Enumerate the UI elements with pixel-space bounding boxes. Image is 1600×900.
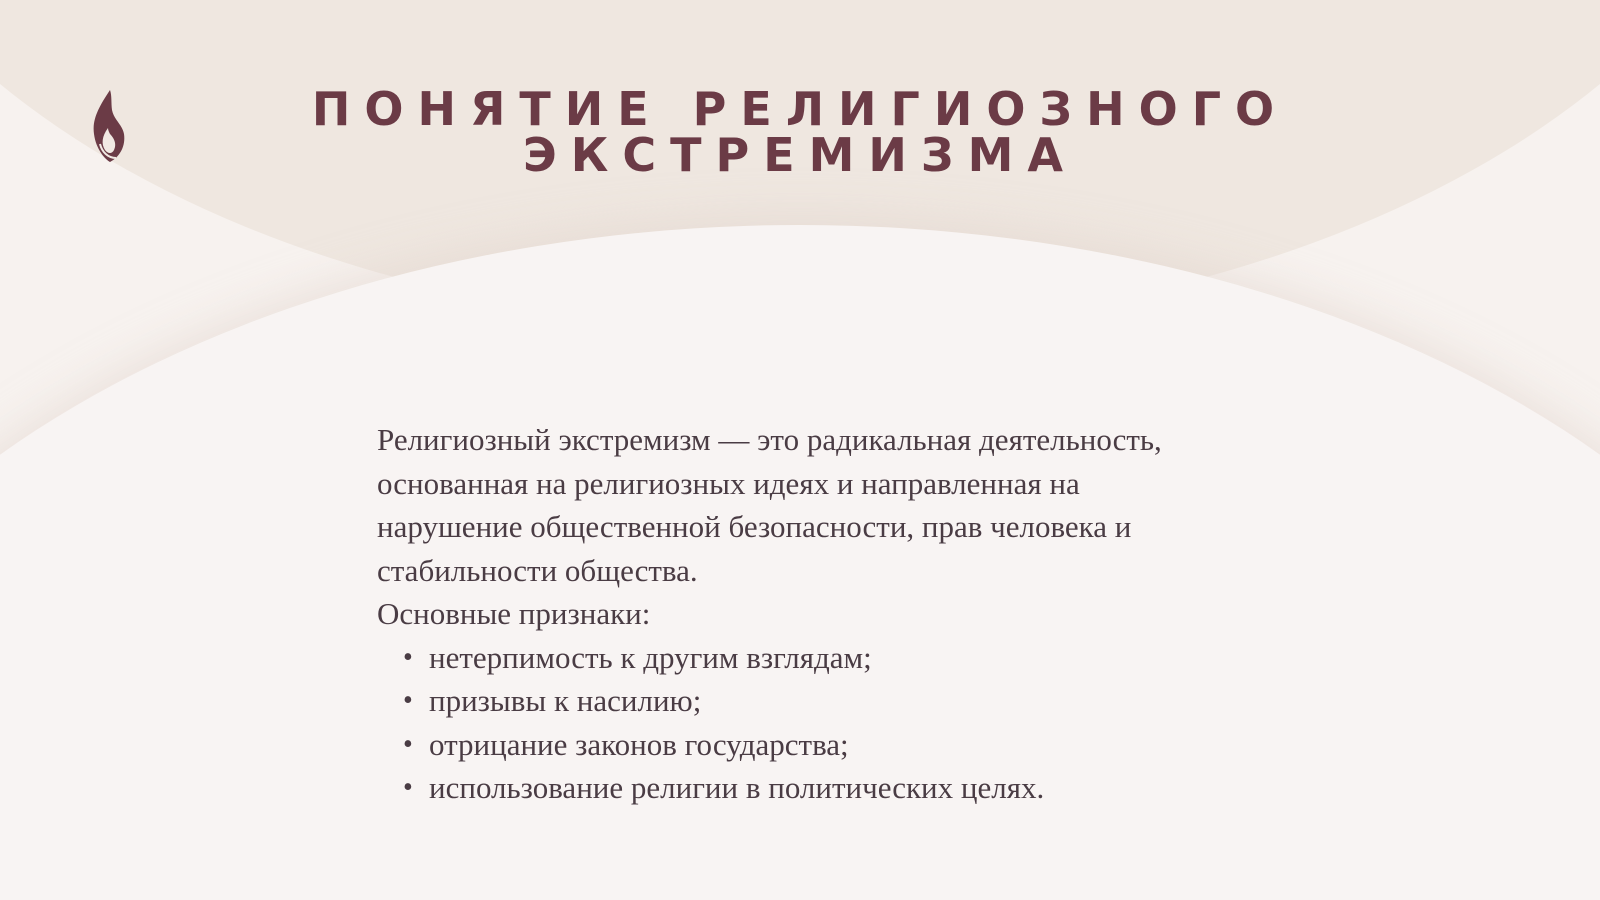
list-item-text: призывы к насилию; xyxy=(429,683,702,718)
bullet-icon: • xyxy=(403,728,413,760)
list-item-text: использование религии в политических целях. xyxy=(429,770,1045,805)
definition-line-4: стабильности общества. xyxy=(377,552,698,588)
definition-line-3: нарушение общественной безопасности, прав человека и xyxy=(377,509,1132,544)
definition-line-1: Религиозный экстремизм — это радикальная деятельность, xyxy=(377,422,1162,457)
bullet-icon: • xyxy=(403,772,413,803)
flame-icon xyxy=(88,88,128,164)
features-list xyxy=(377,636,1257,810)
slide-title-line-1: ПОНЯТИЕ РЕЛИГИОЗНОГО xyxy=(311,82,1289,136)
bullet-icon: • xyxy=(403,685,413,716)
slide-title xyxy=(250,82,1350,182)
list-item-text: нетерпимость к другим взглядам; xyxy=(429,639,872,675)
slide-title-line-2: ЭКСТРЕМИЗМА xyxy=(523,128,1077,182)
list-item xyxy=(377,636,1257,680)
bullet-icon: • xyxy=(403,641,413,673)
list-item-text: отрицание законов государства; xyxy=(429,726,849,762)
list-item xyxy=(377,723,1257,767)
list-item xyxy=(377,679,1257,723)
definition-paragraph xyxy=(377,418,1257,592)
list-item xyxy=(377,766,1257,810)
definition-line-2: основанная на религиозных идеях и направленная на xyxy=(377,465,1080,501)
features-label: Основные признаки: xyxy=(377,596,651,631)
slide-body xyxy=(377,418,1257,810)
